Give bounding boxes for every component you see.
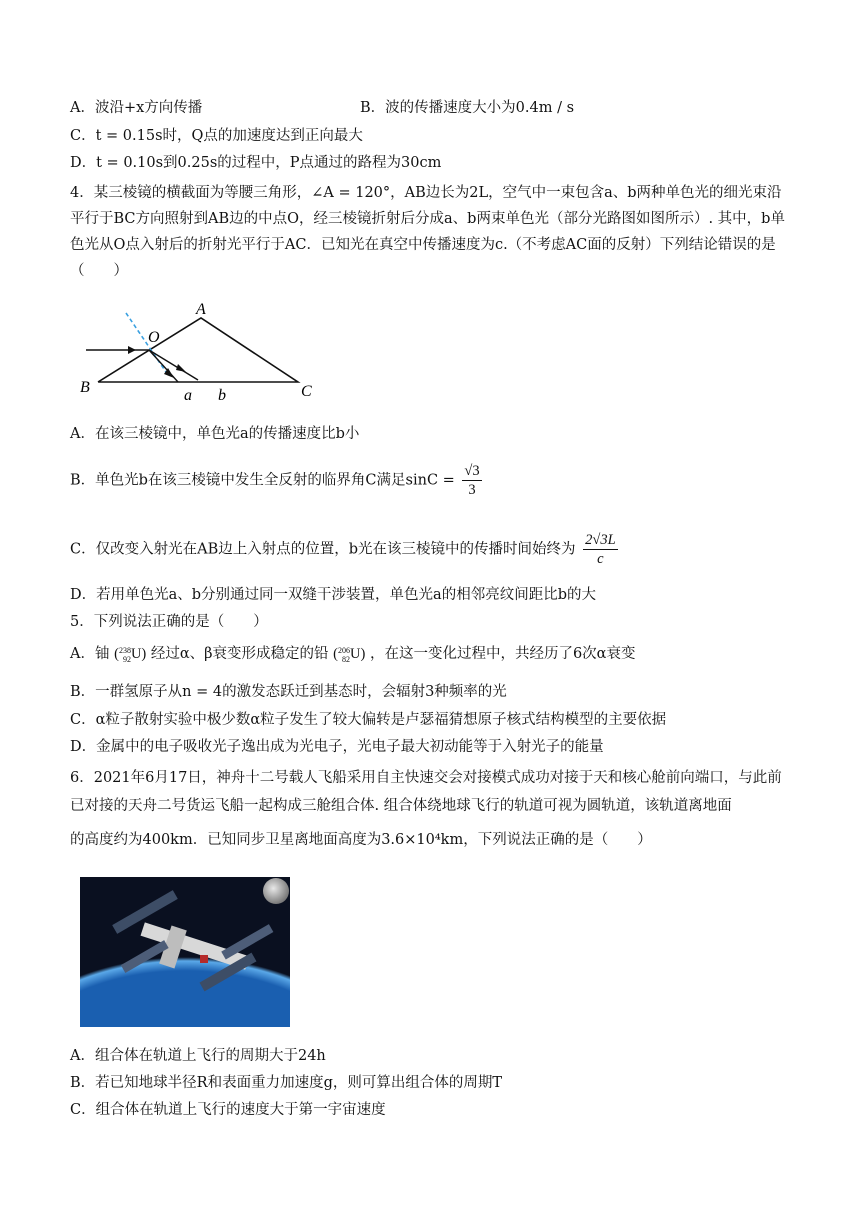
q4-option-b-text: B．单色光b在该三棱镜中发生全反射的临界角C满足sinC = — [70, 472, 455, 489]
label-O: O — [148, 329, 160, 346]
q4-option-b — [70, 462, 485, 499]
q6-option-b: B．若已知地球半径R和表面重力加速度g，则可算出组合体的周期T — [70, 1075, 503, 1091]
q4-stem: 4．某三棱镜的横截面为等腰三角形，∠A = 120°，AB边长为2L，空气中一束包含a、b两种单色光的细光束沿平行于BC方向照射到AB边的中点O，经三棱镜折射后分成a、b两束单色光（部分光路图如图所示）. 其中，b单色光从O点入射后的折射光平行于AC．已知光在真空中传播速度为c.（不考虑AC面的反射）下列结论错误的是（ ） — [70, 185, 785, 279]
fraction-time — [583, 531, 618, 568]
q6-stem-2: 的高度约为400km．已知同步卫星离地面高度为3.6×10⁴km，下列说法正确的是（ ） — [70, 832, 652, 848]
q4-option-a: A．在该三棱镜中，单色光a的传播速度比b小 — [70, 426, 360, 442]
isotope-mass: 238 — [118, 645, 131, 655]
q3-option-c: C．t = 0.15s时，Q点的加速度达到正向最大 — [70, 128, 363, 144]
isotope-z: 92 — [122, 654, 131, 664]
isotope-mass: 206 — [338, 645, 351, 655]
q5-option-c: C．α粒子散射实验中极少数α粒子发生了较大偏转是卢瑟福猜想原子核式结构模型的主要依据 — [70, 712, 667, 728]
q3-option-a: A．波沿+x方向传播 — [70, 100, 203, 116]
fraction-numerator: √3 — [464, 463, 480, 479]
q4-option-c — [70, 531, 621, 568]
fraction-denominator: 3 — [468, 482, 476, 498]
prism-diagram — [78, 298, 328, 408]
fraction-denominator: c — [597, 551, 604, 567]
label-a: a — [184, 387, 192, 404]
q5-stem: 5．下列说法正确的是（ ） — [70, 614, 268, 630]
label-B: B — [80, 379, 90, 396]
q5-option-a-text1: A．铀 — [70, 646, 110, 662]
fraction-numerator: 2√3L — [585, 532, 616, 548]
q5-option-a-text2: 经过α、β衰变形成稳定的铅 — [150, 646, 329, 662]
q4-option-c-text: C．仅改变入射光在AB边上入射点的位置，b光在该三棱镜中的传播时间始终为 — [70, 541, 576, 558]
lead-isotope: (206 82U) — [333, 645, 366, 664]
label-b: b — [218, 387, 226, 404]
q5-option-d: D．金属中的电子吸收光子逸出成为光电子，光电子最大初动能等于入射光子的能量 — [70, 739, 604, 755]
isotope-z: 82 — [342, 654, 351, 664]
q3-option-d: D．t = 0.10s到0.25s的过程中，P点通过的路程为30cm — [70, 155, 442, 171]
isotope-symbol: U — [350, 646, 361, 662]
fraction-sqrt3-over-3 — [462, 462, 481, 499]
label-C: C — [301, 383, 312, 400]
q6-stem-1: 6．2021年6月17日，神舟十二号载人飞船采用自主快速交会对接模式成功对接于天和核心舱前向端口，与此前已对接的天舟二号货运飞船一起构成三舱组合体. 组合体绕地球飞行的轨道可视为圆轨道，该轨道离地面 — [70, 770, 782, 814]
q6-option-c: C．组合体在轨道上飞行的速度大于第一宇宙速度 — [70, 1102, 386, 1118]
q5-option-a — [70, 644, 635, 664]
label-A: A — [196, 301, 206, 318]
uranium-isotope: (238 92U) — [114, 645, 147, 664]
q3-option-b: B．波的传播速度大小为0.4m / s — [360, 100, 575, 116]
q5-option-b: B．一群氢原子从n = 4的激发态跃迁到基态时，会辐射3种频率的光 — [70, 684, 507, 700]
q4-option-d: D．若用单色光a、b分别通过同一双缝干涉装置，单色光a的相邻亮纹间距比b的大 — [70, 587, 596, 603]
isotope-symbol: U — [130, 646, 142, 662]
q6-option-a: A．组合体在轨道上飞行的周期大于24h — [70, 1048, 326, 1064]
moon-icon — [263, 878, 289, 904]
q5-option-a-text3: ，在这一变化过程中，共经历了6次α衰变 — [369, 646, 636, 662]
space-station-photo — [80, 877, 290, 1027]
